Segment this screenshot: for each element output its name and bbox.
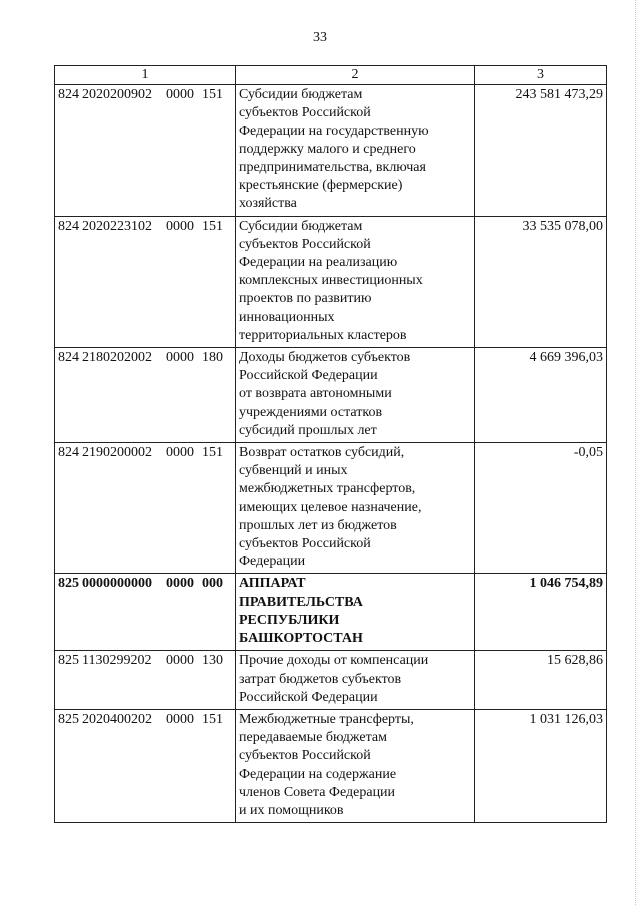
revenue-name-cell: Прочие доходы от компенсации затрат бюджетов субъектов Российской Федерации	[236, 651, 475, 710]
budget-code-cell	[55, 709, 236, 822]
classification-code: 2180202002	[82, 350, 152, 366]
amount-cell: 1 031 126,03	[475, 709, 607, 822]
admin-code: 824	[58, 218, 79, 234]
scan-edge-line	[634, 0, 636, 905]
amount-cell: -0,05	[475, 443, 607, 574]
table-body	[55, 85, 607, 823]
classification-code: 0000000000	[82, 576, 152, 592]
program-code: 0000	[166, 711, 194, 727]
page-number: 33	[313, 30, 327, 45]
revenue-name-cell: Возврат остатков субсидий, субвенций и иных межбюджетных трансфертов, имеющих целевое назначение, прошлых лет из бюджетов субъектов Российской Федерации	[236, 443, 475, 574]
revenue-name-cell: Субсидии бюджетам субъектов Российской Федерации на реализацию комплексных инвестиционных проектов по развитию инновационных территориальных кластеров	[236, 216, 475, 347]
amount-cell: 1 046 754,89	[475, 574, 607, 651]
revenue-name-cell: АППАРАТ ПРАВИТЕЛЬСТВА РЕСПУБЛИКИ БАШКОРТОСТАН	[236, 574, 475, 651]
classification-code: 2020200902	[82, 87, 152, 103]
header-col-1: 1	[55, 66, 236, 85]
program-code: 0000	[166, 218, 194, 234]
admin-code: 824	[58, 445, 79, 461]
kosgu-code: 151	[202, 218, 223, 234]
table-row	[55, 85, 607, 216]
amount-cell: 15 628,86	[475, 651, 607, 710]
program-code: 0000	[166, 576, 194, 592]
kosgu-code: 000	[202, 576, 223, 592]
table-row	[55, 348, 607, 443]
classification-code: 2190200002	[82, 445, 152, 461]
admin-code: 825	[58, 576, 79, 592]
budget-code-cell	[55, 443, 236, 574]
program-code: 0000	[166, 350, 194, 366]
admin-code: 825	[58, 711, 79, 727]
classification-code: 2020400202	[82, 711, 152, 727]
budget-code-cell	[55, 216, 236, 347]
revenue-name-cell: Доходы бюджетов субъектов Российской Федерации от возврата автономными учреждениями остатков субсидий прошлых лет	[236, 348, 475, 443]
budget-table	[54, 65, 607, 823]
revenue-name-cell: Субсидии бюджетам субъектов Российской Федерации на государственную поддержку малого и среднего предпринимательства, включая крестьянские (фермерские) хозяйства	[236, 85, 475, 216]
kosgu-code: 130	[202, 653, 223, 669]
header-col-2: 2	[236, 66, 475, 85]
table-header-row	[55, 66, 607, 85]
kosgu-code: 180	[202, 350, 223, 366]
revenue-name-cell: Межбюджетные трансферты, передаваемые бюджетам субъектов Российской Федерации на содержание членов Совета Федерации и их помощников	[236, 709, 475, 822]
budget-code-cell	[55, 85, 236, 216]
table-row	[55, 651, 607, 710]
admin-code: 824	[58, 350, 79, 366]
budget-code-cell	[55, 574, 236, 651]
kosgu-code: 151	[202, 711, 223, 727]
table-row	[55, 574, 607, 651]
amount-cell: 33 535 078,00	[475, 216, 607, 347]
classification-code: 1130299202	[82, 653, 152, 669]
amount-cell: 243 581 473,29	[475, 85, 607, 216]
budget-code-cell	[55, 348, 236, 443]
table-row	[55, 216, 607, 347]
program-code: 0000	[166, 87, 194, 103]
table-row	[55, 709, 607, 822]
table-row	[55, 443, 607, 574]
kosgu-code: 151	[202, 87, 223, 103]
program-code: 0000	[166, 445, 194, 461]
program-code: 0000	[166, 653, 194, 669]
classification-code: 2020223102	[82, 218, 152, 234]
amount-cell: 4 669 396,03	[475, 348, 607, 443]
admin-code: 825	[58, 653, 79, 669]
admin-code: 824	[58, 87, 79, 103]
header-col-3: 3	[475, 66, 607, 85]
budget-code-cell	[55, 651, 236, 710]
kosgu-code: 151	[202, 445, 223, 461]
